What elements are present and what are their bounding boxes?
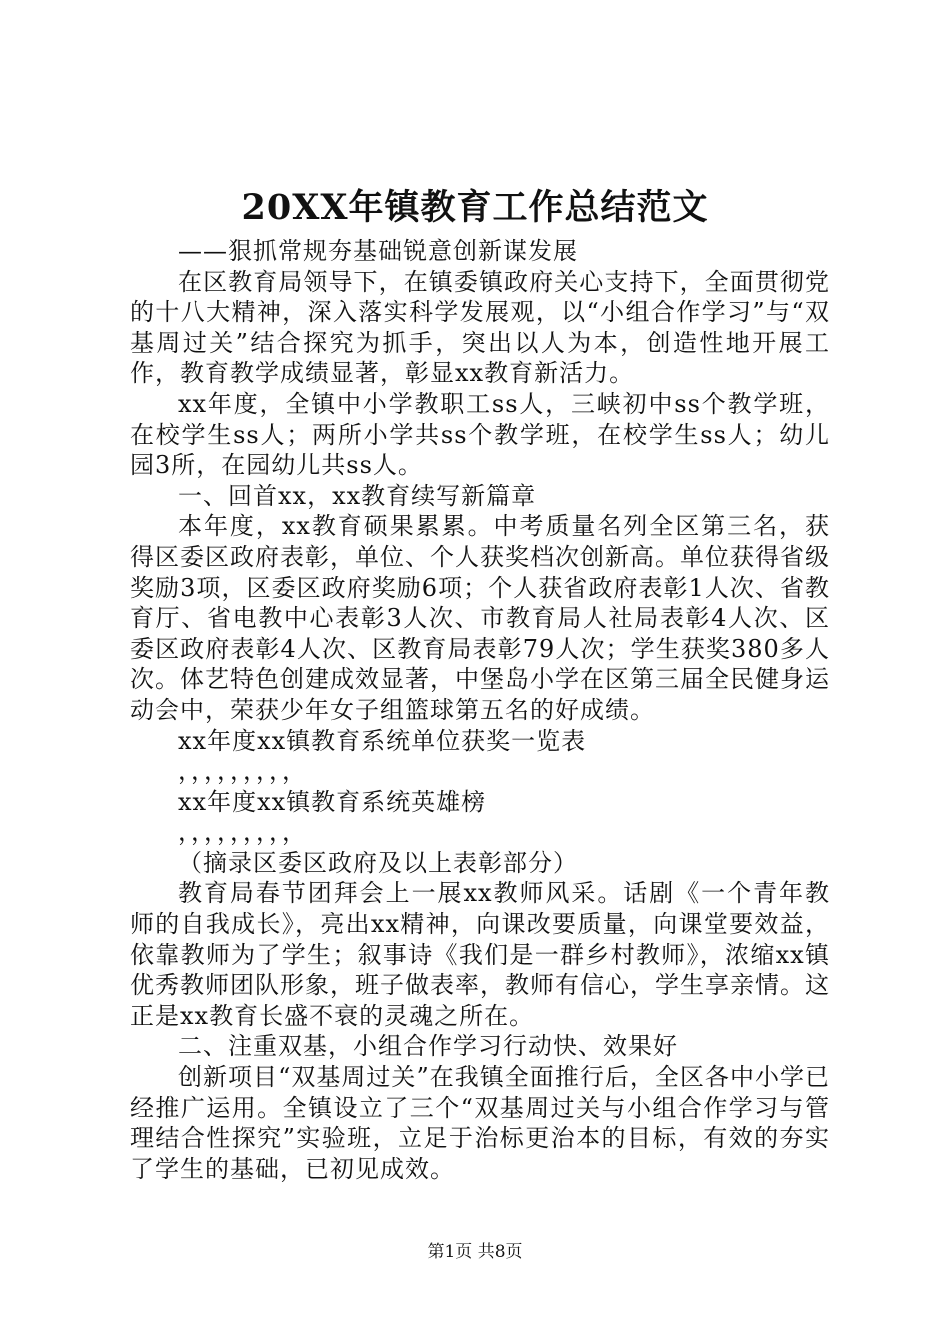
body-paragraph: xx年度，全镇中小学教职工ss人，三峡初中ss个教学班，在校学生ss人；两所小学共ss个教学班，在校学生ss人；幼儿园3所，在园幼儿共ss人。 bbox=[130, 389, 830, 480]
page-footer: 第1页 共8页 bbox=[427, 1242, 523, 1262]
body-paragraph: 在区教育局领导下，在镇委镇政府关心支持下，全面贯彻党的十八大精神，深入落实科学发展观，以“小组合作学习”与“双基周过关”结合探究为抓手，突出以人为本，创造性地开展工作，教育教学成绩显著，彰显xx教育新活力。 bbox=[130, 267, 830, 388]
section-heading: 一、回首xx，xx教育续写新篇章 bbox=[178, 481, 537, 510]
body-paragraph: 创新项目“双基周过关”在我镇全面推行后，全区各中小学已经推广运用。全镇设立了三个“双基周过关与小组合作学习与管理结合性探究”实验班，立足于治标更治本的目标，有效的夯实了学生的基础，已初见成效。 bbox=[130, 1063, 830, 1183]
table-caption: xx年度xx镇教育系统英雄榜 bbox=[178, 787, 487, 816]
table-caption: xx年度xx镇教育系统单位获奖一览表 bbox=[178, 726, 587, 755]
body-paragraph: 本年度，xx教育硕果累累。中考质量名列全区第三名，获得区委区政府表彰，单位、个人获奖档次创新高。单位获得省级奖励3项，区委区政府奖励6项；个人获省政府表彰1人次、省教育厅、省电教中心表彰3人次、市教育局人社局表彰4人次、区委区政府表彰4人次、区教育局表彰79人次；学生获奖380多人次。体艺特色创建成效显著，中堡岛小学在区第三届全民健身运动会中，荣获少年女子组篮球第五名的好成绩。 bbox=[130, 512, 830, 724]
body-paragraph: 教育局春节团拜会上一展xx教师风采。话剧《一个青年教师的自我成长》，亮出xx精神，向课改要质量，向课堂要效益，依靠教师为了学生；叙事诗《我们是一群乡村教师》，浓缩xx镇优秀教师团队形象，班子做表率，教师有信心，学生享亲情。这正是xx教育长盛不衰的灵魂之所在。 bbox=[130, 879, 830, 1030]
document-body bbox=[130, 236, 830, 1184]
placeholder-row: ，，，，，，，，， bbox=[178, 818, 307, 847]
section-heading: 二、注重双基，小组合作学习行动快、效果好 bbox=[178, 1032, 678, 1061]
document-title: 20XX年镇教育工作总结范文 bbox=[241, 187, 709, 228]
note-paragraph: （摘录区委区政府及以上表彰部分） bbox=[178, 848, 578, 877]
placeholder-row: ，，，，，，，，， bbox=[178, 757, 307, 786]
subtitle-paragraph: ——狠抓常规夯基础锐意创新谋发展 bbox=[178, 237, 578, 265]
